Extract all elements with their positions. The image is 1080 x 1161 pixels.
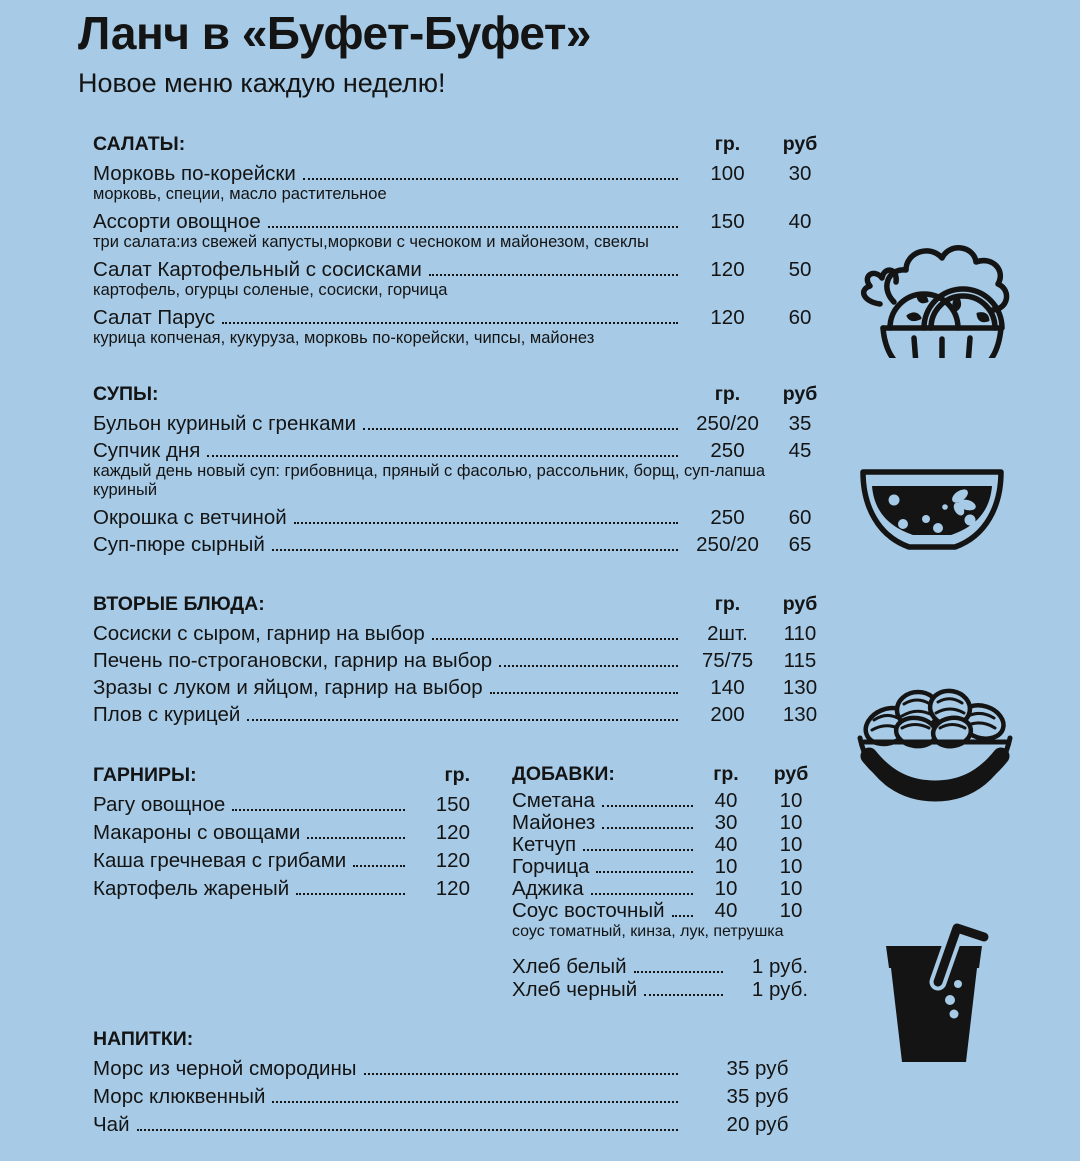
item-name: Картофель жареный (93, 877, 290, 900)
menu-item-row (93, 437, 830, 464)
section-salads (93, 131, 830, 348)
dotted-leader (303, 178, 678, 180)
item-name: Горчица (512, 855, 590, 878)
item-grams: 120 (710, 258, 745, 281)
dotted-leader (644, 994, 723, 996)
item-price-rub: 45 (788, 439, 812, 462)
item-grams: 140 (710, 676, 745, 699)
item-name: Каша гречневая с грибами (93, 849, 347, 872)
dotted-leader (429, 274, 678, 276)
column-header-grams: гр. (714, 133, 741, 155)
item-price-rub: 10 (779, 855, 803, 878)
item-description: курица копченая, кукуруза, морковь по-корейски, чипсы, майонез (93, 329, 595, 347)
menu-item-row (512, 955, 830, 978)
section-garnish-extras (93, 761, 830, 1001)
item-grams: 120 (435, 849, 470, 872)
dotted-leader (490, 692, 678, 694)
item-name: Сметана (512, 789, 595, 812)
dotted-leader (672, 915, 693, 917)
menu-item-row (93, 504, 830, 531)
column-header-grams: гр. (714, 593, 741, 615)
item-name: Чай (93, 1113, 130, 1136)
section-title: НАПИТКИ: (93, 1028, 194, 1050)
menu-item-row (93, 791, 470, 819)
item-name: Печень по-строгановски, гарнир на выбор (93, 649, 493, 672)
item-price: 20 руб (726, 1113, 789, 1136)
item-price-rub: 130 (782, 676, 818, 699)
drinks-list (93, 1055, 830, 1139)
dotted-leader (296, 893, 405, 895)
salad-bowl-icon (850, 232, 1018, 358)
menu-item-row (512, 900, 830, 922)
section-title: САЛАТЫ: (93, 133, 186, 155)
section-title: ВТОРЫЕ БЛЮДА: (93, 593, 265, 615)
column-header-rub: руб (773, 763, 809, 785)
section-header (93, 381, 830, 408)
item-grams: 10 (714, 877, 738, 900)
dotted-leader (294, 522, 678, 524)
garnish-list (93, 791, 470, 903)
section-mains (93, 591, 830, 728)
item-name: Хлеб черный (512, 978, 638, 1001)
item-price: 1 руб. (751, 955, 809, 978)
section-title: СУПЫ: (93, 383, 159, 405)
menu-item-row (93, 531, 830, 558)
soup-bowl-icon (856, 462, 1008, 566)
item-price-rub: 10 (779, 899, 803, 922)
menu-item-row (93, 304, 830, 331)
column-header-grams: гр. (444, 764, 470, 786)
item-name: Зразы с луком и яйцом, гарнир на выбор (93, 676, 483, 699)
menu-item-row (93, 160, 830, 187)
dotted-leader (602, 805, 693, 807)
item-name: Ассорти овощное (93, 210, 261, 233)
dotted-leader (591, 893, 693, 895)
dotted-leader (364, 1073, 678, 1075)
dotted-leader (137, 1129, 678, 1131)
item-name: Морс клюквенный (93, 1085, 266, 1108)
menu-item-row (93, 819, 470, 847)
item-description: каждый день новый суп: грибовница, пряный с фасолью, рассольник, борщ, суп-лапша куриный (93, 462, 766, 499)
item-name: Морковь по-корейски (93, 162, 296, 185)
section-title: ДОБАВКИ: (512, 763, 615, 785)
item-price-rub: 10 (779, 833, 803, 856)
dotted-leader (363, 428, 678, 430)
menu-item-row (93, 620, 830, 647)
column-header-rub: руб (782, 133, 818, 155)
section-header (93, 1025, 830, 1053)
item-name: Салат Парус (93, 306, 216, 329)
dotted-leader (247, 719, 678, 721)
dotted-leader (602, 827, 693, 829)
mains-list (93, 620, 830, 728)
section-soups (93, 381, 830, 558)
item-grams: 250 (710, 506, 745, 529)
item-name: Аджика (512, 877, 584, 900)
item-price-rub: 65 (788, 533, 812, 556)
item-description: три салата:из свежей капусты,моркови с чесноком и майонезом, свеклы (93, 233, 649, 251)
section-header (93, 761, 470, 789)
menu-item-row (512, 834, 830, 856)
dotted-leader (272, 549, 678, 551)
menu-item-row (93, 847, 470, 875)
section-drinks (93, 1025, 830, 1139)
dotted-leader (272, 1101, 678, 1103)
section-header (93, 131, 830, 158)
menu-item-row (93, 674, 830, 701)
section-garnish (93, 761, 470, 1001)
column-header-rub: руб (782, 383, 818, 405)
page-subtitle: Новое меню каждую неделю! (78, 68, 446, 98)
menu-item-row (93, 701, 830, 728)
item-grams: 2шт. (707, 622, 748, 645)
item-grams: 150 (710, 210, 745, 233)
item-description: картофель, огурцы соленые, сосиски, горчица (93, 281, 448, 299)
item-price-rub: 10 (779, 811, 803, 834)
extras-list (512, 790, 830, 941)
soups-list (93, 410, 830, 558)
menu-item-row (512, 812, 830, 834)
menu-item-row (93, 647, 830, 674)
dotted-leader (634, 971, 723, 973)
column-header-grams: гр. (714, 383, 741, 405)
dotted-leader (353, 865, 405, 867)
menu-item-row (512, 878, 830, 900)
item-price-rub: 10 (779, 877, 803, 900)
item-grams: 250 (710, 439, 745, 462)
dotted-leader (432, 638, 678, 640)
dotted-leader (268, 226, 678, 228)
item-price-rub: 30 (788, 162, 812, 185)
item-name: Супчик дня (93, 439, 201, 462)
dotted-leader (583, 849, 693, 851)
item-grams: 250/20 (696, 533, 759, 556)
menu-item-row (93, 875, 470, 903)
item-price: 35 руб (726, 1085, 789, 1108)
item-description: соус томатный, кинза, лук, петрушка (512, 923, 784, 940)
item-grams: 120 (435, 877, 470, 900)
item-name: Хлеб белый (512, 955, 627, 978)
dotted-leader (207, 455, 678, 457)
item-price-rub: 35 (788, 412, 812, 435)
item-name: Макароны с овощами (93, 821, 301, 844)
item-grams: 30 (714, 811, 738, 834)
item-price-rub: 110 (783, 622, 817, 645)
section-header (512, 761, 830, 788)
item-name: Майонез (512, 811, 596, 834)
plov-bowl-icon (854, 680, 1016, 804)
item-name: Салат Картофельный с сосисками (93, 258, 422, 281)
dotted-leader (307, 837, 405, 839)
item-price-rub: 115 (783, 649, 817, 672)
menu-item-row (93, 1055, 830, 1083)
menu-item-row (512, 790, 830, 812)
item-grams: 40 (714, 833, 738, 856)
item-description: морковь, специи, масло растительное (93, 185, 387, 203)
item-name: Сосиски с сыром, гарнир на выбор (93, 622, 425, 645)
item-price-rub: 50 (788, 258, 812, 281)
item-grams: 100 (710, 162, 745, 185)
bread-list (512, 955, 830, 1001)
item-price-rub: 130 (782, 703, 818, 726)
item-grams: 120 (710, 306, 745, 329)
column-header-rub: руб (782, 593, 818, 615)
item-name: Суп-пюре сырный (93, 533, 265, 556)
item-grams: 250/20 (696, 412, 759, 435)
item-grams: 10 (714, 855, 738, 878)
item-grams: 200 (710, 703, 745, 726)
item-name: Окрошка с ветчиной (93, 506, 287, 529)
section-extras (512, 761, 830, 1001)
item-grams: 40 (714, 789, 738, 812)
item-grams: 40 (714, 899, 738, 922)
item-name: Бульон куриный с гренками (93, 412, 357, 435)
item-price: 35 руб (726, 1057, 789, 1080)
section-header (93, 591, 830, 618)
item-grams: 120 (435, 821, 470, 844)
dotted-leader (499, 665, 678, 667)
item-name: Кетчуп (512, 833, 577, 856)
section-title: ГАРНИРЫ: (93, 764, 197, 786)
salads-list (93, 160, 830, 348)
item-price-rub: 40 (788, 210, 812, 233)
item-grams: 75/75 (701, 649, 754, 672)
menu-item-row (512, 978, 830, 1001)
menu-item-row (93, 256, 830, 283)
item-price: 1 руб. (751, 978, 809, 1001)
item-name: Морс из черной смородины (93, 1057, 357, 1080)
item-grams: 150 (435, 793, 470, 816)
menu-item-row (93, 208, 830, 235)
column-header-grams: гр. (713, 763, 739, 785)
dotted-leader (596, 871, 693, 873)
item-price-rub: 60 (788, 306, 812, 329)
menu-item-row (93, 1083, 830, 1111)
item-name: Рагу овощное (93, 793, 226, 816)
menu-item-row (93, 1111, 830, 1139)
item-name: Соус восточный (512, 899, 665, 922)
page-title: Ланч в «Буфет-Буфет» (78, 7, 591, 59)
dotted-leader (232, 809, 405, 811)
item-name: Плов с курицей (93, 703, 241, 726)
dotted-leader (222, 322, 678, 324)
item-price-rub: 60 (788, 506, 812, 529)
menu-item-row (93, 410, 830, 437)
drink-glass-icon (874, 910, 994, 1066)
item-price-rub: 10 (779, 789, 803, 812)
menu-body (93, 131, 830, 1161)
menu-item-row (512, 856, 830, 878)
